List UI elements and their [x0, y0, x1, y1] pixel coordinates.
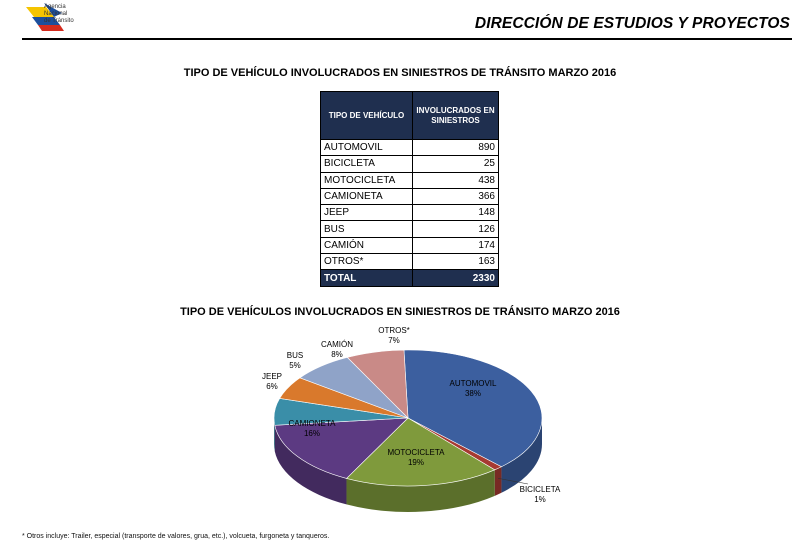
table-title: TIPO DE VEHÍCULO INVOLUCRADOS EN SINIESTROS DE TRÁNSITO MARZO 2016: [183, 67, 617, 79]
row-label: OTROS*: [321, 254, 413, 270]
row-label: BICICLETA: [321, 156, 413, 172]
row-value: 366: [413, 188, 499, 204]
pie-label-percent: 7%: [388, 336, 400, 345]
row-label: MOTOCICLETA: [321, 172, 413, 188]
col-header-count: INVOLUCRADOS EN SINIESTROS: [413, 92, 499, 140]
pie-label-percent: 38%: [464, 389, 482, 398]
row-value: 148: [413, 205, 499, 221]
row-value: 25: [413, 156, 499, 172]
document-title: DIRECCIÓN DE ESTUDIOS Y PROYECTOS: [474, 15, 790, 32]
row-value: 163: [413, 254, 499, 270]
row-value: 890: [413, 140, 499, 156]
row-value: 174: [413, 237, 499, 253]
pie-label-category: MOTOCICLETA: [387, 448, 445, 457]
pie-label-percent: 16%: [303, 429, 321, 438]
pie-slice-side-bicicleta: [495, 467, 502, 496]
pie-label-percent: 6%: [266, 382, 278, 391]
pie-label-category: OTROS*: [378, 326, 410, 335]
row-label: AUTOMOVIL: [321, 140, 413, 156]
row-value: 126: [413, 221, 499, 237]
pie-label-category: BICICLETA: [519, 485, 561, 494]
row-label: CAMIONETA: [321, 188, 413, 204]
logo-text: Agencia Nacional de Tránsito: [44, 4, 74, 24]
pie-label-percent: 19%: [407, 458, 425, 467]
pie-label-category: JEEP: [261, 372, 283, 381]
pie-label-category: AUTOMOVIL: [449, 379, 497, 388]
pie-label-category: BUS: [286, 351, 304, 360]
pie-label-percent: 5%: [289, 361, 301, 370]
row-value: 438: [413, 172, 499, 188]
pie-label-category: CAMIONETA: [288, 419, 336, 428]
pie-label-category: CAMIÓN: [321, 340, 353, 349]
pie-label-percent: 8%: [331, 350, 343, 359]
row-label: JEEP: [321, 205, 413, 221]
col-header-type: TIPO DE VEHÍCULO: [321, 92, 413, 140]
total-label: TOTAL: [321, 270, 413, 286]
total-value: 2330: [413, 270, 499, 286]
row-label: BUS: [321, 221, 413, 237]
row-label: CAMIÓN: [321, 237, 413, 253]
pie-label-percent: 1%: [534, 495, 546, 504]
footnote: * Otros incluye: Trailer, especial (transporte de valores, grua, etc.), volcueta, furgoneta y tanqueros.: [22, 533, 330, 540]
chart-title: TIPO DE VEHÍCULOS INVOLUCRADOS EN SINIESTROS DE TRÁNSITO MARZO 2016: [180, 306, 620, 318]
